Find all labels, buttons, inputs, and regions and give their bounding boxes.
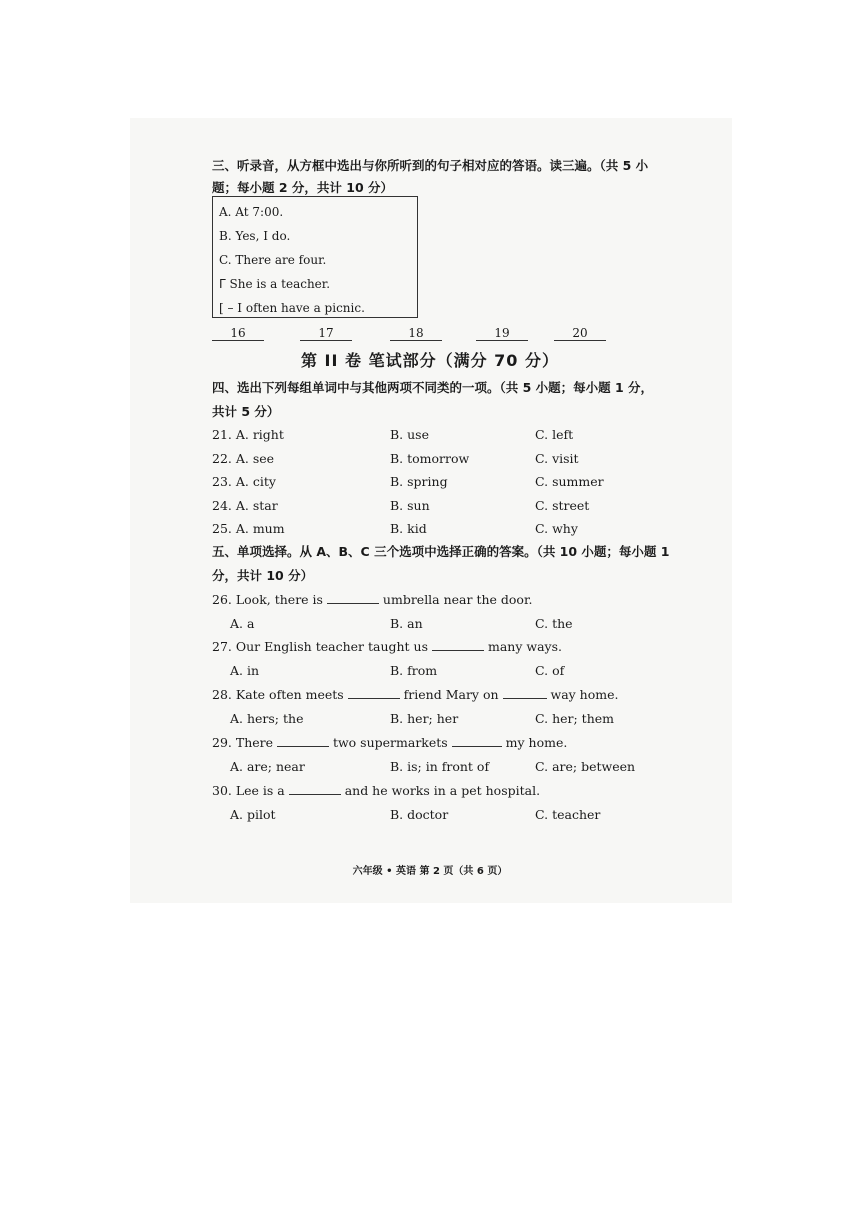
answer-option-a: A. At 7:00. — [219, 205, 284, 219]
question-text: umbrella near the door. — [378, 592, 533, 607]
q23-option-b: B. spring — [390, 474, 448, 489]
answer-option-e: [ – I often have a picnic. — [219, 301, 365, 315]
question-text: way home. — [546, 687, 619, 702]
question-30 — [212, 783, 540, 799]
question-text: 29. There — [212, 735, 277, 750]
q23-option-c: C. summer — [535, 474, 604, 489]
q29-option-b: B. is; in front of — [390, 759, 490, 774]
answer-option-c: C. There are four. — [219, 253, 327, 267]
q30-option-c: C. teacher — [535, 807, 601, 822]
answer-option-b: B. Yes, I do. — [219, 229, 291, 243]
answer-blank-20: 20 — [554, 326, 606, 341]
part2-title: 第 II 卷 笔试部分（满分 70 分） — [300, 351, 560, 370]
answer-blank[interactable] — [432, 639, 484, 651]
answer-blank-17: 17 — [300, 326, 352, 341]
answer-options-box — [212, 196, 418, 318]
question-text: friend Mary on — [399, 687, 503, 702]
section4-title-line1: 四、选出下列每组单词中与其他两项不同类的一项。（共 5 小题；每小题 1 分， — [212, 380, 654, 395]
q30-option-b: B. doctor — [390, 807, 449, 822]
answer-option-d: ᒥ She is a teacher. — [219, 277, 331, 291]
question-text: 28. Kate often meets — [212, 687, 348, 702]
question-text: my home. — [501, 735, 568, 750]
answer-blank-19: 19 — [476, 326, 528, 341]
q24-option-a: 24. A. star — [212, 498, 278, 513]
q27-option-b: B. from — [390, 663, 438, 678]
section5-title-line1: 五、单项选择。从 A、B、C 三个选项中选择正确的答案。（共 10 小题；每小题 1 — [212, 544, 670, 559]
question-text: 30. Lee is a — [212, 783, 289, 798]
question-26 — [212, 592, 533, 608]
q28-option-c: C. her; them — [535, 711, 614, 726]
q23-option-a: 23. A. city — [212, 474, 276, 489]
q26-option-c: C. the — [535, 616, 573, 631]
q26-option-a: A. a — [230, 616, 255, 631]
answer-blank[interactable] — [452, 735, 502, 747]
section4-title-line2: 共计 5 分） — [212, 404, 280, 419]
question-text: two supermarkets — [328, 735, 452, 750]
q29-option-a: A. are; near — [230, 759, 305, 774]
q21-option-a: 21. A. right — [212, 427, 284, 442]
question-text: and he works in a pet hospital. — [340, 783, 541, 798]
question-text: many ways. — [484, 639, 562, 654]
answer-blank[interactable] — [327, 592, 379, 604]
q22-option-b: B. tomorrow — [390, 451, 470, 466]
q26-option-b: B. an — [390, 616, 423, 631]
question-27 — [212, 639, 562, 655]
question-text: 26. Look, there is — [212, 592, 327, 607]
q24-option-c: C. street — [535, 498, 590, 513]
q24-option-b: B. sun — [390, 498, 430, 513]
q22-option-a: 22. A. see — [212, 451, 275, 466]
q25-option-b: B. kid — [390, 521, 427, 536]
answer-blank-18: 18 — [390, 326, 442, 341]
section5-title-line2: 分，共计 10 分） — [212, 568, 314, 583]
q29-option-c: C. are; between — [535, 759, 636, 774]
section3-title-line1: 三、听录音，从方框中选出与你所听到的句子相对应的答语。读三遍。（共 5 小 — [212, 158, 649, 173]
section3-title-line2: 题；每小题 2 分，共计 10 分） — [212, 180, 394, 195]
q30-option-a: A. pilot — [230, 807, 276, 822]
page-footer: 六年级 • 英语 第 2 页（共 6 页） — [352, 866, 508, 877]
answer-blank[interactable] — [289, 783, 341, 795]
q28-option-b: B. her; her — [390, 711, 459, 726]
answer-blank-16: 16 — [212, 326, 264, 341]
q28-option-a: A. hers; the — [230, 711, 304, 726]
q25-option-c: C. why — [535, 521, 578, 536]
q21-option-c: C. left — [535, 427, 574, 442]
question-text: 27. Our English teacher taught us — [212, 639, 432, 654]
q22-option-c: C. visit — [535, 451, 579, 466]
answer-blank[interactable] — [277, 735, 329, 747]
question-29 — [212, 735, 567, 751]
q27-option-a: A. in — [230, 663, 260, 678]
q21-option-b: B. use — [390, 427, 429, 442]
answer-blank[interactable] — [503, 687, 547, 699]
q27-option-c: C. of — [535, 663, 565, 678]
q25-option-a: 25. A. mum — [212, 521, 285, 536]
question-28 — [212, 687, 618, 703]
answer-blank[interactable] — [348, 687, 400, 699]
